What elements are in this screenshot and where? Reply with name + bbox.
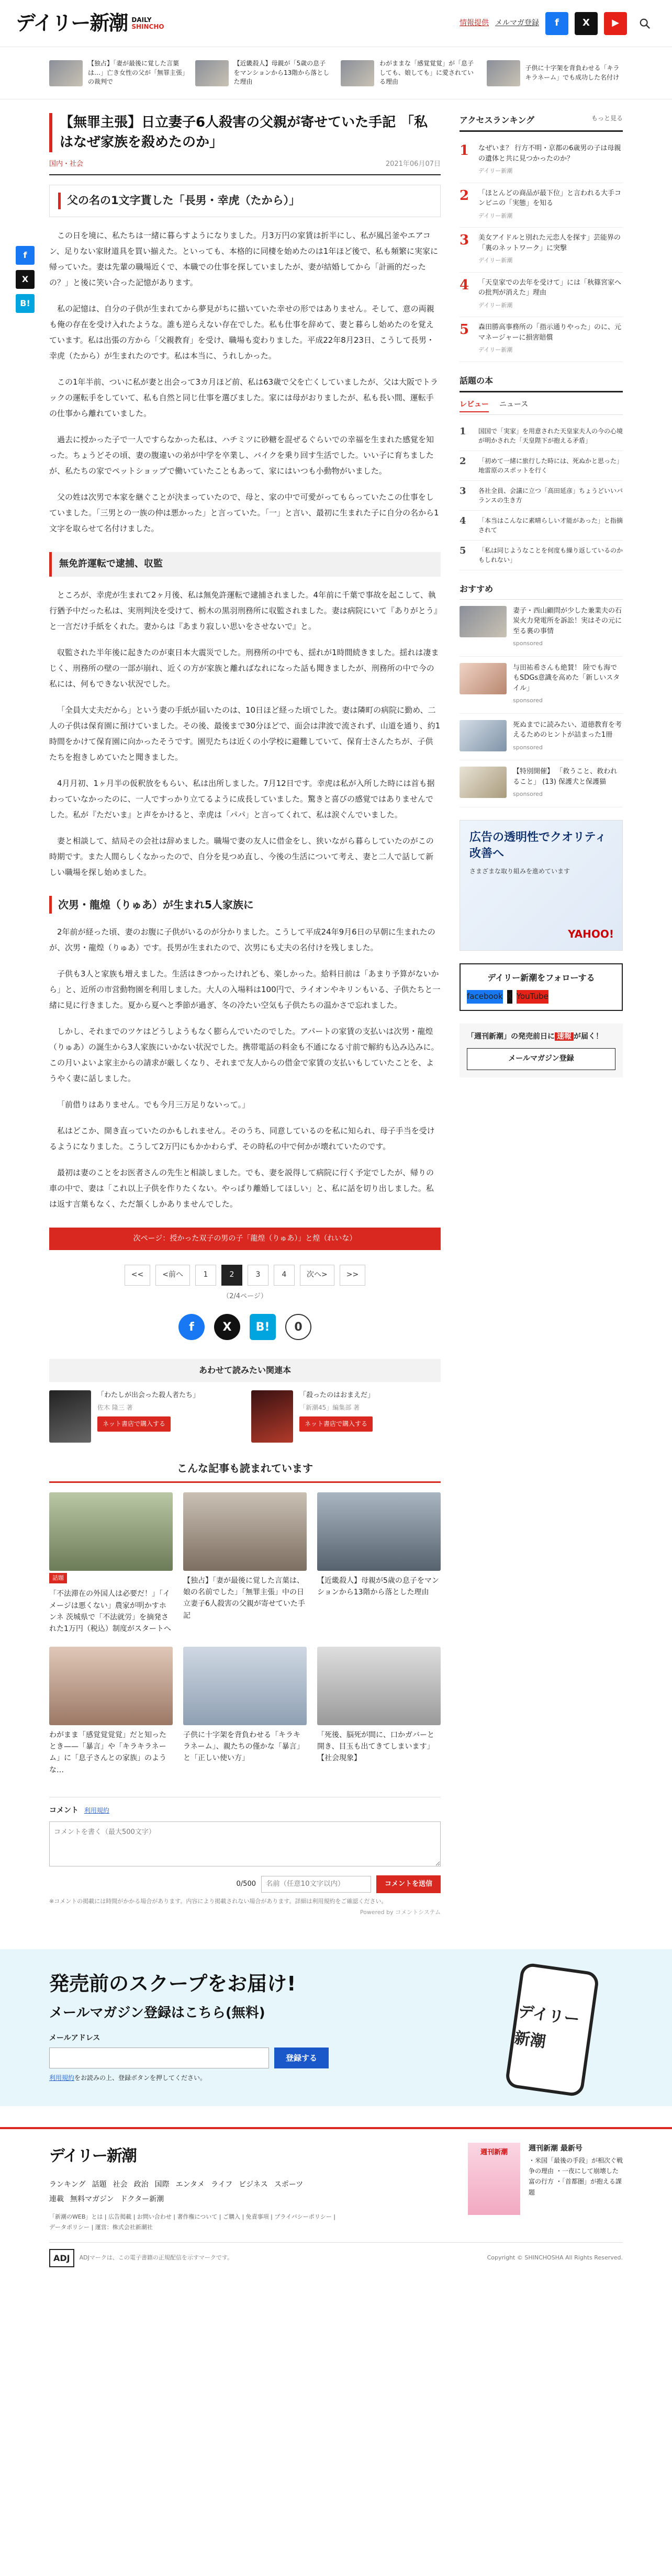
- recommend-item[interactable]: 【特別開催】 「救うこと、救われること」 (13) 保護犬と保護猫 sponsored: [460, 760, 623, 807]
- page-body: [20, 99, 623, 1918]
- article-meta: [49, 159, 441, 175]
- recommend-item[interactable]: 死ぬまでに読みたい、道徳教育を考えるためのヒントが詰まった1冊 sponsored: [460, 714, 623, 761]
- topic-item[interactable]: 3 各社全員、会議に立つ「高田延彦」ちょうどいいバランスの生き方: [460, 481, 623, 511]
- page-first[interactable]: <<: [125, 1265, 150, 1286]
- thumbnail: [460, 606, 507, 637]
- comment-powered: Powered by コメントシステム: [360, 1909, 441, 1916]
- card-title: わがまま「感覚覚覚覚」だと知ったとき——「暴言」や「キラキラネーム」に「息子さんとの家族」のような…: [49, 1730, 166, 1774]
- book-title: 「殺ったのはおまえだ」: [299, 1391, 375, 1399]
- follow-youtube-button[interactable]: YouTube: [517, 990, 548, 1004]
- footer-nav-item[interactable]: 無料マガジン: [70, 2195, 114, 2203]
- popular-grid: [49, 1492, 441, 1776]
- related-news-strip: [0, 47, 672, 99]
- recommend-heading: おすすめ: [460, 582, 623, 600]
- article-main: [49, 113, 441, 1918]
- topic-item[interactable]: 4 「本当はこんなに素晴らしい才能があった」と指摘されて: [460, 511, 623, 541]
- article-date: 2021年06月07日: [385, 160, 441, 168]
- article-paragraph: ところが、幸虎が生まれて2ヶ月後、私は無免許運転で逮捕されました。4年前に千葉で事故を起こして、執行猶予中だった私は、実刑判決を受けて、栃木の黒羽刑務所に収監されました。妻は病院にいて『ありがとう』と一言だけ手紙をくれた。妻からは『あまり寂しい思いをさせないで』と。: [49, 590, 438, 631]
- strip-item[interactable]: 子供に十字架を背負わせる「キラキラネーム」でも成功した名付け: [487, 54, 623, 92]
- share-x-icon[interactable]: X: [16, 270, 35, 289]
- header-tools: [460, 12, 656, 35]
- recommend-item[interactable]: 与田祐希さんも絶賛！ 陸でも海でもSDGs意識を高めた「新しいスタイル」 sponsored: [460, 657, 623, 714]
- ranking-more-link[interactable]: もっと見る: [591, 115, 623, 122]
- ad-subtitle: さまざまな取り組みを進めています: [469, 868, 570, 875]
- follow-heading: デイリー新潮をフォローする: [487, 972, 595, 983]
- card-title: 【近畿殺人】母親が5歳の息子をマンションから13階から落とした理由: [317, 1576, 439, 1597]
- site-header: [0, 0, 672, 47]
- book-item[interactable]: [49, 1390, 239, 1443]
- card-image: [317, 1647, 441, 1725]
- sidebar-ad[interactable]: [460, 820, 623, 951]
- footer-nav-item[interactable]: ランキング: [49, 2180, 86, 2189]
- pagination: [49, 1265, 441, 1286]
- sidebar: [460, 113, 623, 1918]
- access-ranking-list: [460, 138, 623, 362]
- facebook-icon[interactable]: f: [545, 12, 568, 35]
- popular-card[interactable]: [183, 1492, 307, 1635]
- article-paragraph: 私の記憶は、自分の子供が生まれてから夢見がちに描いていた幸せの形ではありません。そして、意の両親も俺の存在を受け入れたような。誰も逆らえない存在でした。私も仕事を辞めて、妻と暮らし始めたのを覚えています。私は出張の方から「父親教育」を受け、職場も変わりました。平成22年8月23日、こうして長男・幸虎（たから）が生まれたのです。私は本当に、うれしかった。: [49, 303, 434, 361]
- article-paragraph: 「前借りはありません。でも今月三万足りないって。」: [57, 1099, 250, 1109]
- topic-list: [460, 421, 623, 570]
- topic-item[interactable]: 5 「私は同じようなことを何度も繰り返しているのかもしれない」: [460, 541, 623, 570]
- ranking-item[interactable]: 4 「天皇家での去年を受けて」には「秋篠宮家への批判が消えた」理由 デイリー新潮: [460, 273, 623, 318]
- topic-books-heading: 話題の本: [460, 374, 623, 392]
- topic-item[interactable]: 2 「初めて一緒に旅行した時には、死ぬかと思った」地雷原のスポットを行く: [460, 451, 623, 481]
- share-facebook-icon[interactable]: f: [16, 246, 35, 265]
- terms-link[interactable]: 利用規約: [84, 1807, 109, 1815]
- footer-nav: [49, 2179, 321, 2206]
- book-cover: [49, 1390, 91, 1443]
- magazine-text: 「週刊新潮」の発売前日に 速報 が届く！: [467, 1032, 603, 1041]
- article-paragraph: しかし、それまでのツケはどうしようもなく膨らんでいたのでした。アパートの家賃の支払いは次男・龍煌（りゅあ）の誕生から3人家族にいかない状況でした。携帯電話の料金も不通になる寸前で解約も込み込みに。この月いよいよ家主からの請求が厳しくなり、それまで友人からの借金で家賃の支払いもしていたことを、ようやく妻に話しました。: [49, 1026, 439, 1083]
- popular-card[interactable]: [49, 1647, 173, 1776]
- thumbnail: [49, 60, 83, 86]
- access-ranking-heading: アクセスランキング もっと見る: [460, 113, 623, 132]
- related-books-heading: あわせて読みたい関連本: [49, 1359, 441, 1381]
- footer-nav-item[interactable]: 社会: [113, 2180, 128, 2189]
- related-books: [49, 1390, 441, 1443]
- footer-nav-item[interactable]: スポーツ: [274, 2180, 304, 2189]
- newsletter-submit-button[interactable]: 登録する: [274, 2048, 329, 2068]
- lead-box: [49, 185, 441, 217]
- footer-logo[interactable]: デイリー新潮: [49, 2146, 136, 2165]
- article-paragraph: 父の姓は次男で本家を継ぐことが決まっていたので、母と、家の中で可愛がってもらっていたこの仕事をしていました。「三男との一族の仲は悪かった」と言っていた。「一」と言い、最初に生まれた子に自分の名から1文字を取らせて名付けました。: [49, 492, 439, 533]
- newsletter-note: 利用規約をお読みの上、登録ボタンを押してください。: [49, 2074, 207, 2082]
- footer-nav-item[interactable]: 国際: [154, 2180, 170, 2189]
- thumbnail: [487, 60, 520, 86]
- topic-item[interactable]: 1 国国で「実家」を用意された天皇家夫人の今の心境が明かされた「天皇陛下が抱える矛盾」: [460, 421, 623, 451]
- popular-card[interactable]: [49, 1492, 173, 1635]
- comment-label: コメント 利用規約: [49, 1806, 109, 1815]
- logo-en: DAILY SHINCHO: [131, 16, 164, 30]
- newsletter-banner: [0, 1949, 672, 2106]
- adj-text: ADJマークは、この電子書籍の正規配信を示すマークです。: [79, 2254, 233, 2262]
- thumbnail: [341, 60, 374, 86]
- section-heading: 次男・龍煌（りゅあ）が生まれ5人家族に: [49, 896, 441, 914]
- strip-item[interactable]: 【独占】「妻が最後に覚した言葉は…」亡き女性の父が「無罪主張」の裁判で: [49, 54, 186, 92]
- ranking-item[interactable]: 2 「ほとんどの商品が最下位」と言われる大手コンビニの「実態」を知る デイリー新潮: [460, 183, 623, 228]
- topic-tabs: [460, 399, 623, 415]
- adj-mark: ADJ: [49, 2249, 74, 2267]
- card-image: [317, 1492, 441, 1571]
- email-label: メールアドレス: [49, 2033, 100, 2042]
- card-image: [183, 1647, 307, 1725]
- phone-illustration: デイリー新潮: [505, 1962, 600, 2098]
- popular-heading: こんな記事も読まれています: [49, 1459, 441, 1483]
- ranking-item[interactable]: 1 なぜいま？ 行方不明・京都の6歳男の子は母親の遺体と共に見つかったのか？ デイリー新潮: [460, 138, 623, 183]
- share-hatena-icon[interactable]: B!: [16, 294, 35, 313]
- card-image: [49, 1492, 173, 1571]
- article-paragraph: 過去に授かった子で一人ですらなかった私は、ハチミツに砂糖を混ぜるぐらいでの幸福を生まれた感覚を知った。ちょうどその頃、妻の腹違いの弟が中学を卒業し、バイクを乗り回す生活でした。いい子に育ちましたが、私たちの家でペットショップで働いていたこともあって、家にはいつも小動物がいました。: [49, 434, 434, 476]
- popular-card[interactable]: [317, 1492, 441, 1635]
- book-author: 「新潮45」編集部 著: [299, 1403, 360, 1411]
- thumbnail: [460, 663, 507, 694]
- comment-textarea[interactable]: [49, 1821, 441, 1866]
- page-count: （2/4ページ）: [222, 1292, 267, 1301]
- page-number[interactable]: 3: [248, 1265, 268, 1286]
- site-footer: [0, 2127, 672, 2278]
- strip-item[interactable]: 【近畿殺人】母親が「5歳の息子をマンションから13階から落とした理由: [195, 54, 332, 92]
- page-last[interactable]: >>: [340, 1265, 365, 1286]
- card-image: [183, 1492, 307, 1571]
- buy-button[interactable]: ネット書店で購入する: [299, 1416, 373, 1431]
- card-title: 「不法滞在の外国人は必要だ！」「イメージは悪くない」農家が明かすホンネ 茨城県で「不法就労」を摘発された1万円（税込）制度がスタートへ: [49, 1590, 171, 1634]
- magazine-box: [460, 1023, 623, 1078]
- buy-button[interactable]: ネット書店で購入する: [97, 1416, 171, 1431]
- article-paragraph: 2年前が経った頃、妻のお腹に子供がいるのが分かりました。こうして平成24年9月6日の早朝に生まれたのが、次男・龍煌（りゅあ）です。長男が生まれたので、次男にも丈夫の名付けを残しました。: [49, 927, 435, 952]
- popular-card[interactable]: [317, 1647, 441, 1776]
- thumbnail: [460, 720, 507, 751]
- card-title: 子供に十字架を背負わせる「キラキラネーム」、親たちの僅かな「暴言」と「正しい使い方」: [183, 1730, 304, 1763]
- card-image: [49, 1647, 173, 1725]
- comment-submit-row: [49, 1875, 441, 1893]
- ranking-item[interactable]: 5 森田勝高事務所の「指示通りやった」のに、元マネージャーに損害賠償 デイリー新潮: [460, 317, 623, 362]
- footer-nav-item[interactable]: ドクター新潮: [120, 2195, 164, 2203]
- follow-buttons: [467, 990, 615, 1004]
- book-author: 佐木 隆三 著: [97, 1403, 133, 1411]
- comment-section: [49, 1797, 441, 1918]
- search-icon[interactable]: [633, 12, 656, 35]
- page-number[interactable]: 1: [195, 1265, 216, 1286]
- card-title: 【独占】「妻が最後に覚した言葉は、娘の名前でした」「無罪主張」中の日立妻子6人殺害の父親が寄せていた手記: [183, 1576, 305, 1620]
- logo-wordmark: デイリー新潮: [16, 11, 128, 35]
- card-title: 「死後、脳死が間に、口かガバーと開き、目玉も出てきてしまいます」【社会現象】: [317, 1730, 434, 1763]
- book-title: 「わたしが出会った殺人者たち」: [97, 1391, 200, 1399]
- newsletter-title: 発売前のスクープをお届け! メールマガジン登録はこちら(無料): [49, 1972, 296, 2021]
- footer-nav-item[interactable]: 話題: [92, 2180, 107, 2189]
- article-paragraph: 最初は妻のことをお医者さんの先生と相談しました。でも、妻を説得して病院に行く予定でしたが、帰りの車の中で、妻は「これ以上子供を作りたくない。やっぱり離婚してほしい」と、私に話を切り出しました。私は返す言葉もなく、ただ頷くしかありませんでした。: [49, 1167, 434, 1209]
- magazine-register-button[interactable]: メールマガジン登録: [467, 1048, 615, 1070]
- share-facebook-icon[interactable]: f: [178, 1314, 205, 1340]
- x-icon[interactable]: X: [575, 12, 598, 35]
- next-page-link[interactable]: 次ページ：授かった双子の男の子「龍煌（りゅあ）」と煌（れいな）: [49, 1228, 441, 1251]
- book-item[interactable]: [251, 1390, 441, 1443]
- tab-news[interactable]: ニュース: [499, 400, 529, 409]
- page-prev[interactable]: <前へ: [155, 1265, 190, 1286]
- article-paragraph: この1年半前、ついに私が妻と出会って3カ月ほど前、私は63歳で父を亡くしていましたが、父は大阪でトラックの運転手をしていて、私も自然と同じ仕事を選びました。家には母がおりましたが、私も長い間、運転手の仕事から離れていました。: [49, 377, 438, 418]
- tip-link[interactable]: 情報提供: [460, 18, 489, 27]
- terms-link[interactable]: 利用規約: [49, 2074, 75, 2082]
- comment-submit-button[interactable]: コメントを送信: [376, 1875, 441, 1893]
- share-row: [49, 1314, 441, 1340]
- latest-issue-title: 週刊新潮 最新号: [529, 2144, 583, 2153]
- page-next[interactable]: 次へ>: [300, 1265, 334, 1286]
- book-cover: [251, 1390, 293, 1443]
- footer-bottom: [49, 2242, 623, 2267]
- footer-nav-item[interactable]: 連載: [49, 2195, 64, 2203]
- thumbnail: [460, 767, 507, 798]
- article-paragraph: 4月月初、1ヶ月半の仮釈放をもらい、私は出所しました。7月12日です。幸虎は私が入所した時には首も据わっていなかったのに、一人ですっかり立てるように成長していました。驚きと喜びの感覚ではありませんでした。私が『ただいま』と声をかけると、幸虎は「パパ」と言ってくれて、私は涙ぐんでいました。: [49, 778, 435, 819]
- youtube-icon[interactable]: ▶: [604, 12, 627, 35]
- share-hatena-icon[interactable]: B!: [250, 1314, 276, 1340]
- ranking-item[interactable]: 3 美女アイドルと別れた元恋人を探す」芸能界の「裏のネットワーク」に突撃 デイリー新潮: [460, 228, 623, 273]
- latest-issue-text: ・米国「最後の手段」が相次ぐ戦争の理由 ・一夜にして崩壊した富の行方 ・「首都圏」が抱える課題: [529, 2156, 623, 2196]
- comment-name-input[interactable]: [261, 1876, 371, 1893]
- section-heading: 無免許運転で逮捕、収監: [49, 552, 441, 577]
- follow-x-button[interactable]: X: [507, 990, 512, 1004]
- card-tag: 話題: [49, 1573, 67, 1584]
- ad-logo: YAHOO!: [568, 927, 614, 940]
- article-paragraph: 私はどこか、開き直っていたのかもしれません。そのうち、同意しているのを私に知られ、母子手当を受けるようになりました。こうして2万円にもかかわらず、その時私の中で何かが壊れていたのです。: [49, 1126, 435, 1151]
- follow-box: [460, 963, 623, 1011]
- recommend-item[interactable]: 妻子・西山顧問が少した兼業夫の石炭火力発電所を訴訟！実はその元に至る裏の事情 sponsored: [460, 600, 623, 657]
- ad-title: 広告の透明性でクオリティ改善へ: [469, 830, 607, 860]
- footer-nav-item[interactable]: ビジネス: [239, 2180, 268, 2189]
- magazine-cover: 週刊新潮: [468, 2143, 520, 2215]
- follow-facebook-button[interactable]: facebook: [467, 990, 503, 1004]
- footer-links[interactable]: 「新潮のWEB」とは | 広告掲載 | お問い合わせ | 著作権について | ご購入 | 免責事項 | プライバシーポリシー | データポリシー | 運営：株式会社新潮社: [49, 2213, 335, 2231]
- latest-issue[interactable]: [468, 2143, 623, 2233]
- email-field[interactable]: [49, 2048, 269, 2068]
- email-row: [49, 2048, 416, 2068]
- floating-share-bar: [16, 246, 35, 313]
- footer-nav-item[interactable]: エンタメ: [175, 2180, 205, 2189]
- thumbnail: [195, 60, 229, 86]
- site-logo[interactable]: [16, 6, 164, 40]
- article-paragraph: この日を境に、私たちは一緒に暮らすようになりました。月3万円の家賃は折半にし、私が風呂釜やエアコン、足りない家財道具を買い揃えた。といっても、本格的に同棲を始めたのは1年ほど後で、私も頻繁に実家に帰っていた。妻は先輩の職場近くで、本職での仕事を探していましたが、妻が結婚してから「計画的だったの？」と後に笑い合った記憶があります。: [49, 230, 439, 287]
- article-paragraph: 子供も3人と家族も増えました。生活はきつかったけれども、楽しかった。給料日前は「あまり予算がないから」と、近所の市営動物園を利用しました。大人の入場料は100円で、ライオンやキリンもいる、子供たちと一緒に見に行きました。夏から夏へと季節が過ぎ、冬の冷たい空気も子供たちの温かさで忘れました。: [49, 969, 441, 1010]
- lead-heading: 父の名の1文字貰した「長男・幸虎（たから）」: [58, 193, 432, 209]
- char-counter: 0/500: [236, 1880, 256, 1888]
- article-paragraph: 妻と相談して、結局その会社は辞めました。職場で妻の友人に借金をし、狭いながら暮らしていたのがこの時期です。また人間らしくなかったので、自分を見つめ直し、今後の生活について考え、妻と二人で話して新しい職場を探し始めました。: [49, 836, 434, 877]
- strip-item[interactable]: わがままな「感覚覚覚」が「息子しても、娘しても」に愛されている理由: [341, 54, 477, 92]
- page-number[interactable]: 4: [274, 1265, 295, 1286]
- copyright: Copyright © SHINCHOSHA All Rights Reserved.: [487, 2254, 623, 2262]
- comment-count-icon[interactable]: 0: [285, 1314, 311, 1340]
- article-title: 【無罪主張】日立妻子6人殺害の父親が寄せていた手記 「私はなぜ家族を殺めたのか」: [49, 113, 441, 152]
- page-number-current[interactable]: 2: [221, 1265, 242, 1286]
- share-x-icon[interactable]: X: [214, 1314, 240, 1340]
- article-category[interactable]: 国内・社会: [49, 160, 84, 168]
- article-paragraph: 「全員大丈夫だから」という妻の手紙が届いたのは、10日ほど経った頃でした。妻は隣町の病院に勤め、二人の子供は保育園に預けていました。その後、最後まで30分ほどで、面会は津波で流されず、山道を通り、約1時間をかけて保育園に向かったそうです。園児たちは近くの小学校に避難していて、保育士さんたちが、子供たちを抱きしめていたと聞きました。: [49, 705, 441, 762]
- tab-review[interactable]: レビュー: [460, 399, 489, 412]
- comment-note: ※コメントの掲載には時間がかかる場合があります。内容により掲載されない場合があります。詳細は利用規約をご確認ください。: [49, 1897, 387, 1905]
- footer-nav-item[interactable]: 政治: [133, 2180, 149, 2189]
- popular-card[interactable]: [183, 1647, 307, 1776]
- newsletter-link[interactable]: メルマガ登録: [495, 18, 539, 27]
- article-paragraph: 収監された半年後に起きたのが東日本大震災でした。刑務所の中でも、揺れが1時間続きました。揺れは凄まじく、刑務所の壁の一部が崩れ、近くの方が家族と離ればなれになった話も聞きましたが、刑務所の中で今の私には、何もできない状況でした。: [49, 647, 439, 689]
- footer-nav-item[interactable]: ライフ: [211, 2180, 233, 2189]
